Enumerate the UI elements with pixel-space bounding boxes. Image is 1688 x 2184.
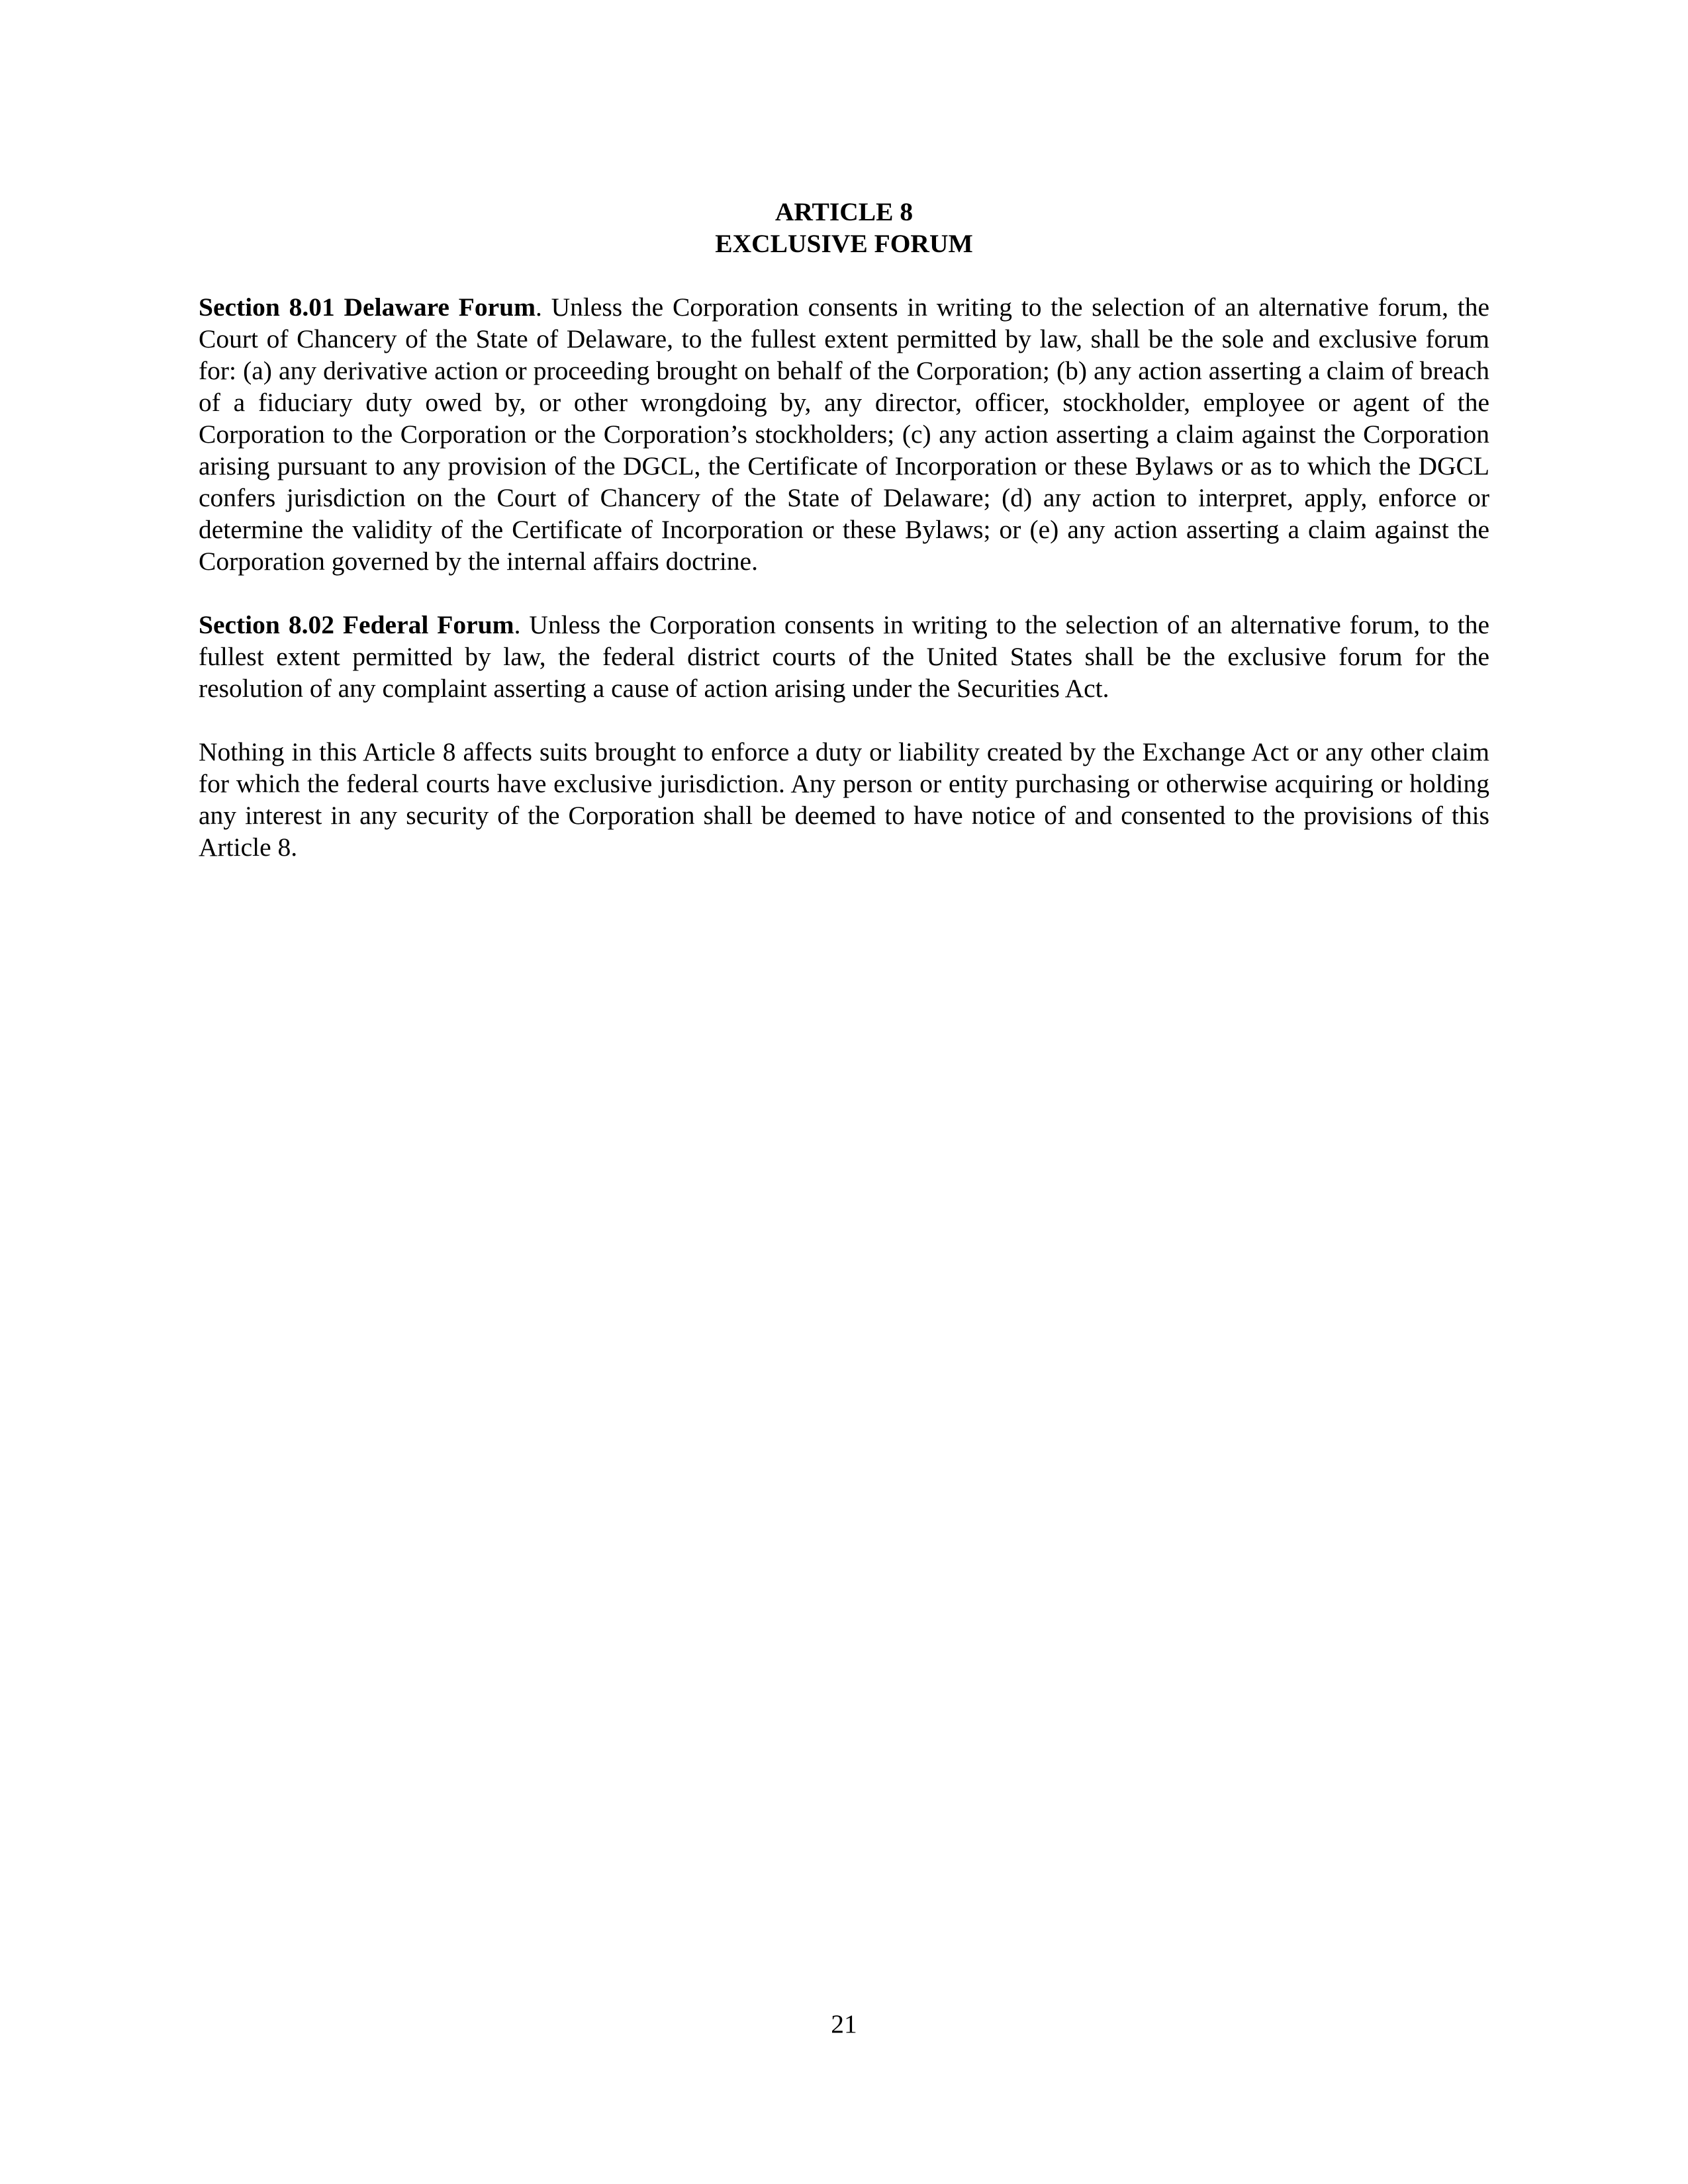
section-8-02-body: . Unless the Corporation consents in writing to the selection of an alternative forum, to the fullest extent permitted by law, the federal district courts of the United States shall be the exclusive forum for the resolution of any complaint asserting a cause of action arising under the Securities Act. xyxy=(199,610,1490,703)
section-8-01-paragraph xyxy=(199,291,1489,577)
section-8-02-paragraph xyxy=(199,609,1489,704)
section-8-02-heading: Section 8.02 Federal Forum xyxy=(199,610,514,639)
page-number: 21 xyxy=(831,2009,857,2038)
article-number: ARTICLE 8 xyxy=(774,197,914,226)
page-content xyxy=(199,196,1489,863)
closing-paragraph: Nothing in this Article 8 affects suits brought to enforce a duty or liability created by the Exchange Act or any other claim for which the federal courts have exclusive jurisdiction. Any person or entity purchasing or otherwise acquiring or holding any interest in any security of the Corporation shall be deemed to have notice of and consented to the provisions of this Article 8. xyxy=(199,737,1489,862)
article-title: EXCLUSIVE FORUM xyxy=(715,229,973,258)
section-8-01-body: . Unless the Corporation consents in writing to the selection of an alternative forum, the Court of Chancery of the State of Delaware, to the fullest extent permitted by law, shall be the sole and exclusive forum for: (a) any derivative action or proceeding brought on behalf of the Corporation; (b) any action asserting a claim of breach of a fiduciary duty owed by, or other wrongdoing by, any director, officer, stockholder, employee or agent of the Corporation to the Corporation or the Corporation’s stockholders; (c) any action asserting a claim against the Corporation arising pursuant to any provision of the DGCL, the Certificate of Incorporation or these Bylaws or as to which the DGCL confers jurisdiction on the Court of Chancery of the State of Delaware; (d) any action to interpret, apply, enforce or determine the validity of the Certificate of Incorporation or these Bylaws; or (e) any action asserting a claim against the Corporation governed by the internal affairs doctrine. xyxy=(199,293,1489,576)
section-8-01-heading: Section 8.01 Delaware Forum xyxy=(199,293,536,322)
